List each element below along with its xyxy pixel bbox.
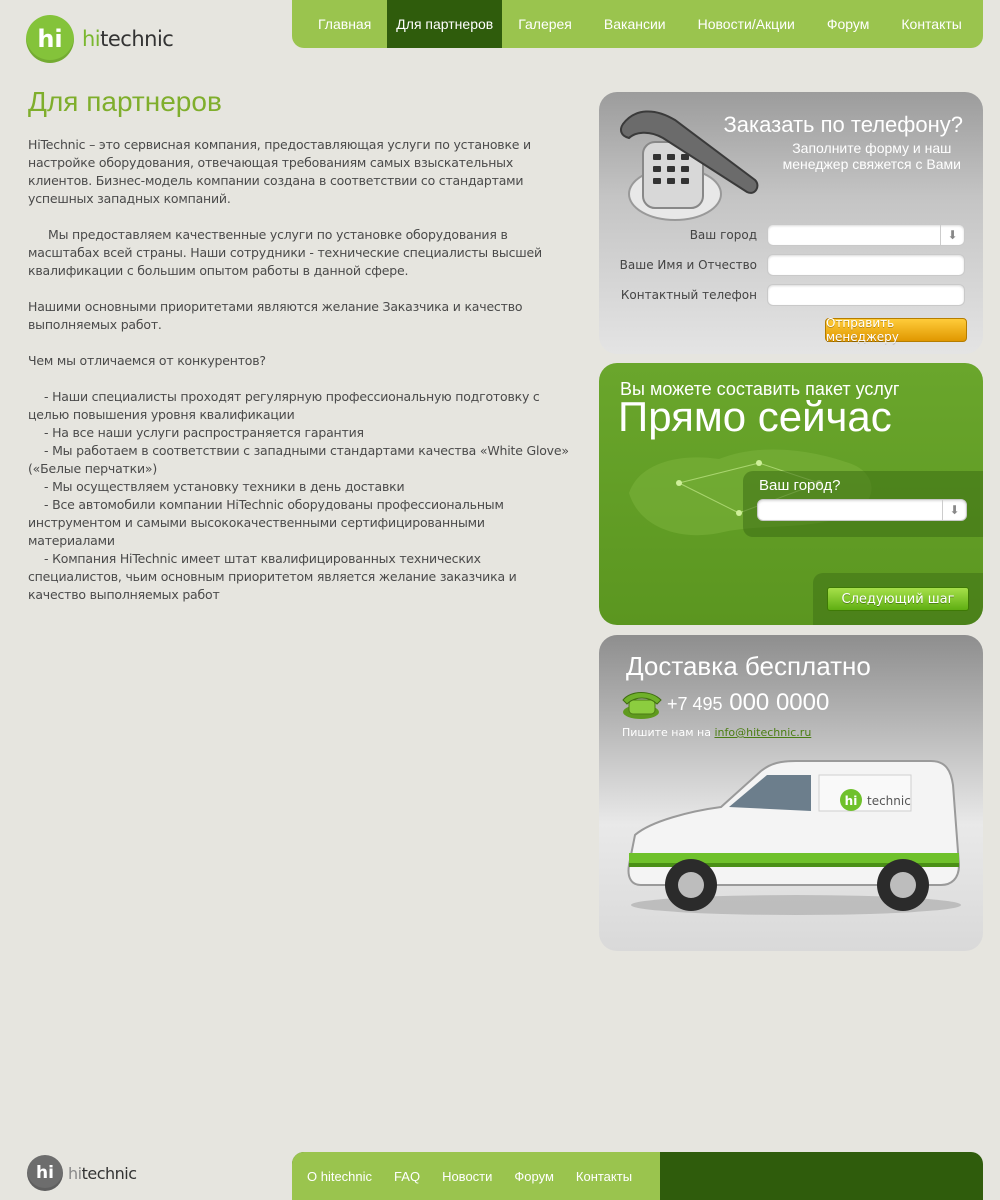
services-paragraph: Мы предоставляем качественные услуги по установке оборудования в масштабах всей страны. Наши сотрудники - технические специалисты высшей квалификации с большим опытом работы в данной сфере. [28,227,542,278]
page-content [28,136,573,604]
list-item: - Мы работаем в соответствии с западными стандартами качества «White Glove» («Белые перчатки») [28,443,569,476]
delivery-mail: Пишите нам на info@hitechnic.ru [622,726,812,739]
arrow-down-icon[interactable]: ⬇ [940,225,964,245]
footer-link-about[interactable]: О hitechnic [307,1168,373,1184]
footer-link-news[interactable]: Новости [442,1168,493,1184]
list-item: - На все наши услуги распространяется гарантия [44,425,364,440]
package-headline: Прямо сейчас [618,393,892,440]
nav-item-contacts[interactable]: Контакты [901,16,962,32]
package-subtitle: Вы можете составить пакет услуг [620,379,900,399]
nav-item-vacancies[interactable]: Вакансии [603,16,666,32]
delivery-title: Доставка бесплатно [626,651,871,681]
footer-nav [292,1152,983,1200]
main-nav [292,0,983,48]
priorities-paragraph: Нашими основными приоритетами являются желание Заказчика и качество выполняемых работ. [28,299,523,332]
city-row [690,224,965,246]
footer-link-forum[interactable]: Форум [514,1168,554,1184]
footer-logo-text: hitechnic [68,1163,137,1183]
logo-badge: hi [26,15,74,63]
phone-icon [621,690,663,720]
delivery-phone: +7 495 000 0000 [667,689,830,716]
differences-heading: Чем мы отличаемся от конкурентов? [28,353,266,368]
phone-row [621,284,965,306]
nav-item-gallery[interactable]: Галерея [518,16,572,32]
phone-order-title: Заказать по телефону? [723,112,963,137]
van-logo-badge: hi [844,794,858,808]
list-item: - Мы осуществляем установку техники в день доставки [44,479,405,494]
service-package-panel [599,363,983,625]
name-input[interactable] [767,254,965,276]
nav-item-home[interactable]: Главная [318,16,372,32]
footer-logo[interactable] [27,1155,137,1191]
send-to-manager-button[interactable]: Отправить менеджеру [825,318,967,342]
list-item: - Компания HiTechnic имеет штат квалифицированных технических специалистов, чьим основным приоритетом является желание заказчика и качество выполняемых работ [28,551,517,602]
delivery-panel [599,635,983,951]
package-city-box [743,471,983,537]
intro-paragraph: HiTechnic – это сервисная компания, предоставляющая услуги по установке и настройке оборудования, отвечающая требованиям самых взыскательных клиентов. Бизнес-модель компании создана в соответствии со стандартами успешных западных компаний. [28,137,531,206]
city-label: Ваш город [689,228,757,242]
name-row [620,254,965,276]
site-logo[interactable] [26,15,173,63]
city-select[interactable] [767,224,965,246]
page-title: Для партнеров [28,86,222,117]
phone-label: Контактный телефон [620,288,757,302]
nav-item-forum[interactable]: Форум [826,16,870,32]
van-logo-text: technic [867,794,911,808]
logo-text: hitechnic [82,27,174,51]
advantages-list [28,388,573,604]
footer-link-faq[interactable]: FAQ [394,1168,421,1184]
email-link[interactable]: info@hitechnic.ru [714,726,812,739]
nav-item-news[interactable]: Новости/Акции [697,16,795,32]
footer-nav-links [292,1152,660,1200]
list-item: - Наши специалисты проходят регулярную профессиональную подготовку с целью повышения уровня квалификации [28,389,540,422]
package-city-label: Ваш город? [759,477,841,494]
next-step-button[interactable]: Следующий шаг [827,587,969,611]
list-item: - Все автомобили компании HiTechnic оборудованы профессиональным инструментом и самыми высококачественными сертифицированными материалами [28,497,504,548]
phone-input[interactable] [767,284,965,306]
footer-link-contacts[interactable]: Контакты [575,1168,633,1184]
name-label: Ваше Имя и Отчество [619,258,757,272]
phone-order-subtitle: Заполните форму и наш менеджер свяжется с Вами [782,140,961,172]
delivery-van-image [621,755,963,921]
footer-logo-badge: hi [27,1155,63,1191]
arrow-down-icon[interactable]: ⬇ [942,500,966,520]
phone-order-panel [599,92,983,354]
nav-item-partners[interactable]: Для партнеров [387,0,502,48]
package-city-select[interactable] [757,499,967,521]
package-next-box [813,573,983,625]
